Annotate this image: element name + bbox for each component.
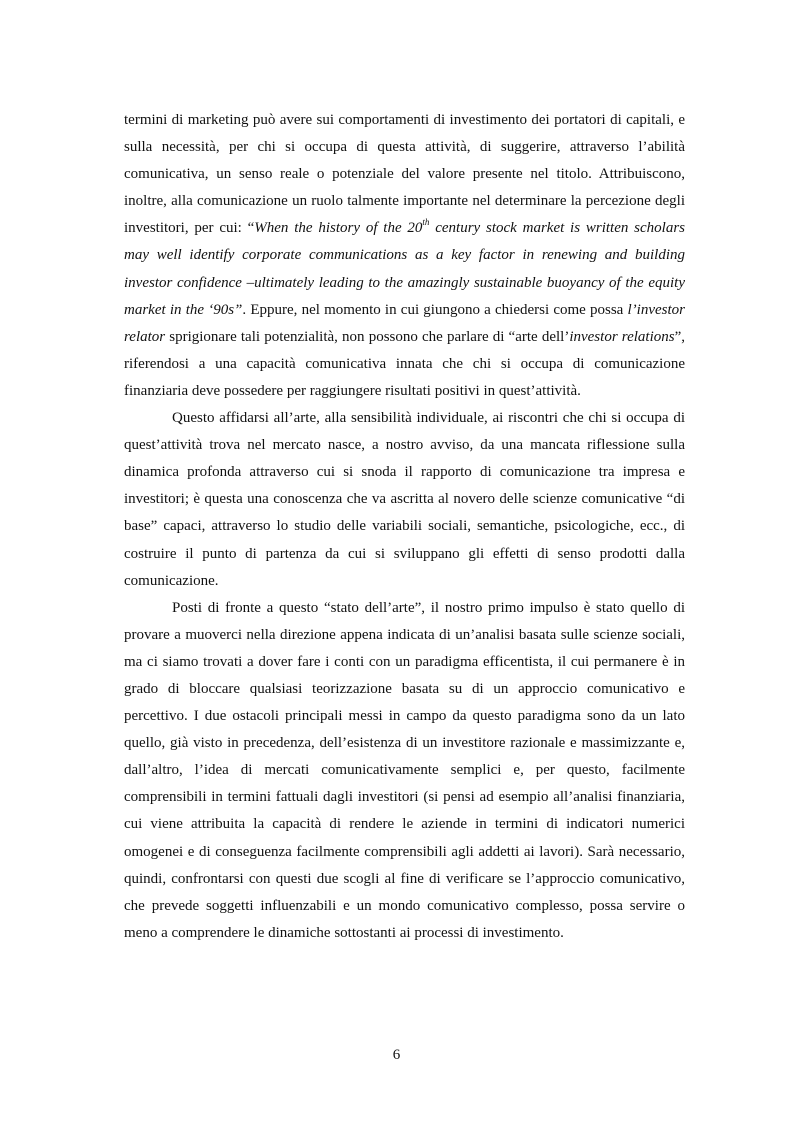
paragraph-3 — [124, 595, 685, 947]
paragraph-text: : “ — [237, 220, 255, 237]
paragraph-text: ”, riferendosi a una capacità comunicativa innata che chi si occupa di comunicazione finanziaria deve possedere per raggiungere risultati positivi in quest’attività. — [124, 328, 685, 399]
page-number: 6 — [392, 1047, 401, 1063]
paragraph-text: termini di marketing può avere sui comportamenti di investimento dei portatori di capitali, e sulla necessità, per chi si occupa di questa attività, di suggerire, attraverso l’abilità comunicativa, un senso reale o potenziale del valore presente nel titolo. Attribuiscono, inoltre, alla comunicazione un ruolo talmente importante nel determinare la percezione degli investitori, per cui — [124, 112, 685, 237]
italic-term: investor relations — [569, 328, 675, 345]
ordinal-superscript: th — [422, 217, 430, 228]
english-quote: When the history of the 20 — [254, 220, 423, 237]
paragraph-2 — [124, 405, 685, 595]
paragraph-text: sprigionare tali potenzialità, non possono che parlare di “arte dell’ — [165, 328, 570, 345]
document-page-body — [124, 107, 685, 947]
paragraph-text: Questo affidarsi all’arte, alla sensibilità individuale, ai riscontri che chi si occupa di quest’attività trova nel mercato nasce, a nostro avviso, da una mancata riflessione sulla dinamica profonda attraverso cui si snoda il rapporto di comunicazione tra impresa e investitori; è questa una conoscenza che va ascritta al novero delle scienze comunicative “di base” capaci, attraverso lo studio delle variabili sociali, semantiche, psicologiche, ecc., di costruire il punto di partenza da cui si sviluppano gli effetti di senso prodotti dalla comunicazione. — [124, 410, 685, 589]
english-quote: century stock market is written scholars may well identify corporate communications as a key factor in renewing and building investor confidence –ultimately leading to the amazingly sustainable buoyancy of the equity market in the ‘90s” — [124, 220, 685, 318]
paragraph-1 — [124, 107, 685, 405]
paragraph-text: . Eppure, nel momento in cui giungono a chiedersi come possa — [242, 301, 628, 318]
italic-term: l’investor relator — [124, 301, 686, 345]
paragraph-text: Posti di fronte a questo “stato dell’arte”, il nostro primo impulso è stato quello di provare a muoverci nella direzione appena indicata di un’analisi basata sulle scienze sociali, ma ci siamo trovati a dover fare i conti con un paradigma efficentista, il cui permanere è in grado di bloccare qualsiasi teorizzazione basata su di un approccio comunicativo e percettivo. I due ostacoli principali messi in campo da questo paradigma sono da un lato quello, già visto in precedenza, dell’esistenza di un investitore razionale e massimizzante e, dall’altro, l’idea di mercati comunicativamente semplici e, per questo, facilmente comprensibili in termini fattuali dagli investitori (si pensi ad esempio all’analisi finanziaria, cui viene attribuita la capacità di rendere le aziende in termini di indicatori numerici omogenei e di conseguenza facilmente comprensibili agli addetti ai lavori). Sarà necessario, quindi, confrontarsi con questi due scogli al fine di verificare se l’approccio comunicativo, che prevede soggetti influenzabili e un mondo comunicativo complesso, possa servire o meno a comprendere le dinamiche sottostanti ai processi di investimento. — [124, 599, 685, 941]
